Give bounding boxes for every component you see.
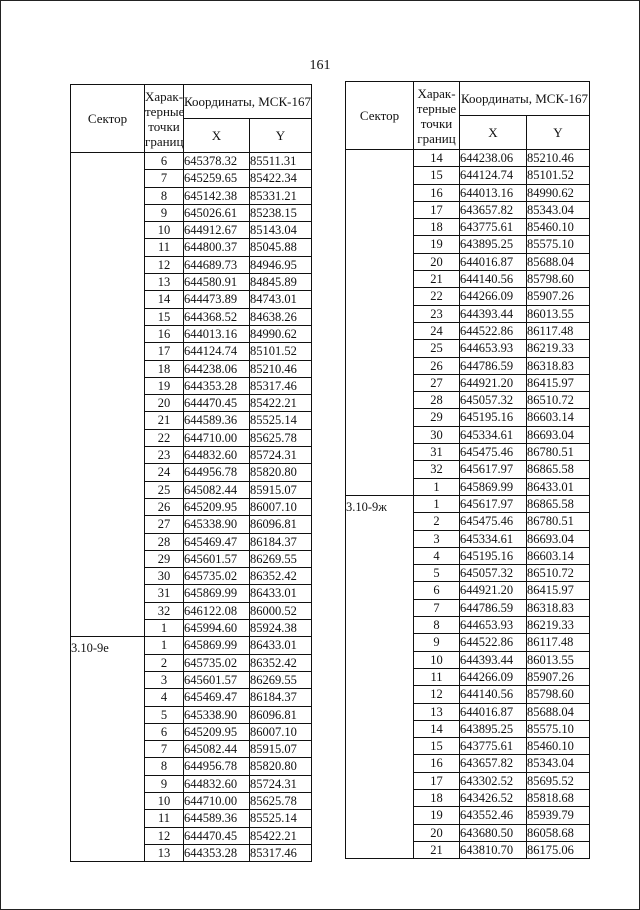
- point-number: 10: [414, 651, 460, 668]
- point-number: 21: [414, 841, 460, 858]
- coordinate-x: 644710.00: [184, 429, 250, 446]
- coordinate-x: 643657.82: [460, 755, 527, 772]
- coordinate-y: 85907.26: [527, 288, 590, 305]
- coordinate-x: 644393.44: [460, 305, 527, 322]
- coordinate-y: 85575.10: [527, 236, 590, 253]
- point-number: 1: [414, 478, 460, 495]
- coordinate-x: 644580.91: [184, 274, 250, 291]
- point-number: 22: [145, 429, 184, 446]
- coordinate-x: 645869.99: [184, 585, 250, 602]
- coordinate-y: 85460.10: [527, 738, 590, 755]
- coordinate-y: 86013.55: [527, 651, 590, 668]
- coordinate-x: 643775.61: [460, 219, 527, 236]
- point-number: 18: [414, 219, 460, 236]
- point-number: 15: [414, 167, 460, 184]
- coordinate-x: 645994.60: [184, 620, 250, 637]
- coordinate-y: 86175.06: [527, 841, 590, 858]
- coordinate-x: 643810.70: [460, 841, 527, 858]
- header-characteristic-points: Харак-терные точки границ: [414, 82, 460, 150]
- coordinate-y: 85045.88: [250, 239, 312, 256]
- point-number: 16: [414, 184, 460, 201]
- coordinate-x: 645469.47: [184, 533, 250, 550]
- point-number: 17: [414, 201, 460, 218]
- coordinate-x: 644653.93: [460, 340, 527, 357]
- coordinate-x: 644473.89: [184, 291, 250, 308]
- coordinate-x: 645334.61: [460, 426, 527, 443]
- coordinate-x: 644956.78: [184, 758, 250, 775]
- coordinate-y: 85525.14: [250, 412, 312, 429]
- point-number: 23: [145, 447, 184, 464]
- coordinate-x: 644140.56: [460, 686, 527, 703]
- coordinate-y: 85143.04: [250, 222, 312, 239]
- coordinate-row: [346, 150, 590, 167]
- coordinate-x: 645601.57: [184, 671, 250, 688]
- coordinate-x: 644238.06: [184, 360, 250, 377]
- point-number: 8: [414, 617, 460, 634]
- point-number: 23: [414, 305, 460, 322]
- coordinate-x: 644124.74: [184, 343, 250, 360]
- coordinate-y: 86096.81: [250, 516, 312, 533]
- coordinate-x: 643426.52: [460, 789, 527, 806]
- coordinate-y: 84845.89: [250, 274, 312, 291]
- sector-cell: [71, 637, 145, 862]
- coordinate-y: 86693.04: [527, 426, 590, 443]
- point-number: 9: [145, 775, 184, 792]
- coordinate-x: 643680.50: [460, 824, 527, 841]
- coordinate-x: 645617.97: [460, 461, 527, 478]
- point-number: 21: [414, 271, 460, 288]
- sector-name: 3.10-9ж: [346, 499, 387, 514]
- coordinate-y: 85101.52: [527, 167, 590, 184]
- coordinate-y: 86415.97: [527, 582, 590, 599]
- coordinate-x: 645195.16: [460, 409, 527, 426]
- coordinate-x: 644393.44: [460, 651, 527, 668]
- coordinate-y: 86318.83: [527, 357, 590, 374]
- coordinate-y: 85818.68: [527, 789, 590, 806]
- coordinate-y: 86865.58: [527, 495, 590, 512]
- coordinate-y: 86865.58: [527, 461, 590, 478]
- coordinate-row: [71, 153, 312, 170]
- coordinate-y: 86269.55: [250, 550, 312, 567]
- coordinate-x: 644589.36: [184, 810, 250, 827]
- coordinate-y: 85798.60: [527, 271, 590, 288]
- point-number: 9: [414, 634, 460, 651]
- point-number: 16: [414, 755, 460, 772]
- coordinate-y: 86007.10: [250, 498, 312, 515]
- point-number: 16: [145, 325, 184, 342]
- point-number: 17: [414, 772, 460, 789]
- coordinate-y: 85820.80: [250, 464, 312, 481]
- point-number: 1: [145, 637, 184, 654]
- point-number: 1: [414, 495, 460, 512]
- coordinate-x: 644013.16: [184, 325, 250, 342]
- coordinate-y: 86603.14: [527, 409, 590, 426]
- coordinate-y: 85460.10: [527, 219, 590, 236]
- coordinate-y: 85422.21: [250, 395, 312, 412]
- coordinate-y: 86219.33: [527, 340, 590, 357]
- sector-cell: [346, 150, 414, 496]
- header-y: Y: [527, 116, 590, 150]
- coordinate-y: 85688.04: [527, 703, 590, 720]
- coordinate-y: 85939.79: [527, 807, 590, 824]
- header-x: X: [184, 119, 250, 153]
- coordinate-x: 644786.59: [460, 599, 527, 616]
- point-number: 19: [414, 807, 460, 824]
- coordinate-y: 85625.78: [250, 792, 312, 809]
- point-number: 5: [145, 706, 184, 723]
- point-number: 11: [145, 810, 184, 827]
- point-number: 26: [145, 498, 184, 515]
- point-number: 15: [145, 308, 184, 325]
- coordinate-y: 85724.31: [250, 775, 312, 792]
- coordinate-y: 85724.31: [250, 447, 312, 464]
- coordinate-row: [71, 637, 312, 654]
- point-number: 14: [145, 291, 184, 308]
- point-number: 27: [145, 516, 184, 533]
- coordinate-y: 86007.10: [250, 723, 312, 740]
- coordinate-y: 86117.48: [527, 634, 590, 651]
- point-number: 30: [145, 568, 184, 585]
- coordinate-x: 644266.09: [460, 288, 527, 305]
- coordinate-y: 84990.62: [250, 325, 312, 342]
- coordinate-row: [346, 495, 590, 512]
- coordinate-x: 645209.95: [184, 498, 250, 515]
- coordinate-x: 644522.86: [460, 322, 527, 339]
- point-number: 3: [145, 671, 184, 688]
- point-number: 17: [145, 343, 184, 360]
- coordinate-y: 86352.42: [250, 654, 312, 671]
- coordinate-x: 646122.08: [184, 602, 250, 619]
- coordinate-y: 85625.78: [250, 429, 312, 446]
- coordinate-y: 85907.26: [527, 668, 590, 685]
- point-number: 20: [414, 824, 460, 841]
- coordinate-x: 643302.52: [460, 772, 527, 789]
- coordinate-x: 644353.28: [184, 844, 250, 861]
- point-number: 8: [145, 758, 184, 775]
- coordinate-y: 85525.14: [250, 810, 312, 827]
- coordinate-x: 645209.95: [184, 723, 250, 740]
- coordinate-y: 86603.14: [527, 547, 590, 564]
- point-number: 19: [414, 236, 460, 253]
- coordinate-x: 644589.36: [184, 412, 250, 429]
- point-number: 18: [145, 360, 184, 377]
- coordinate-y: 85343.04: [527, 755, 590, 772]
- coordinate-x: 643552.46: [460, 807, 527, 824]
- coordinate-x: 645057.32: [460, 392, 527, 409]
- coordinate-y: 86219.33: [527, 617, 590, 634]
- coordinate-x: 643895.25: [460, 720, 527, 737]
- point-number: 11: [145, 239, 184, 256]
- coordinate-y: 86780.51: [527, 444, 590, 461]
- point-number: 13: [145, 844, 184, 861]
- coordinate-x: 644921.20: [460, 582, 527, 599]
- coordinate-x: 644653.93: [460, 617, 527, 634]
- sector-cell: [346, 495, 414, 858]
- point-number: 29: [414, 409, 460, 426]
- point-number: 2: [414, 513, 460, 530]
- point-number: 32: [414, 461, 460, 478]
- point-number: 10: [145, 222, 184, 239]
- coordinate-x: 644013.16: [460, 184, 527, 201]
- coordinate-y: 86510.72: [527, 392, 590, 409]
- sector-cell: [71, 153, 145, 637]
- point-number: 21: [145, 412, 184, 429]
- point-number: 25: [414, 340, 460, 357]
- point-number: 5: [414, 565, 460, 582]
- coordinate-x: 645338.90: [184, 516, 250, 533]
- coordinate-y: 86184.37: [250, 689, 312, 706]
- point-number: 22: [414, 288, 460, 305]
- coordinate-y: 86058.68: [527, 824, 590, 841]
- coordinate-y: 84946.95: [250, 256, 312, 273]
- coordinate-x: 645869.99: [460, 478, 527, 495]
- coordinate-y: 86096.81: [250, 706, 312, 723]
- header-sector: Сектор: [71, 85, 145, 153]
- coordinate-y: 86415.97: [527, 374, 590, 391]
- point-number: 7: [145, 170, 184, 187]
- header-characteristic-points: Харак-терные точки границ: [145, 85, 184, 153]
- point-number: 13: [414, 703, 460, 720]
- coordinate-x: 644832.60: [184, 775, 250, 792]
- coordinate-y: 86352.42: [250, 568, 312, 585]
- point-number: 12: [145, 256, 184, 273]
- coordinate-y: 84743.01: [250, 291, 312, 308]
- point-number: 4: [145, 689, 184, 706]
- coordinate-y: 85210.46: [250, 360, 312, 377]
- coordinate-x: 644266.09: [460, 668, 527, 685]
- coordinate-x: 645475.46: [460, 513, 527, 530]
- header-coordinates: Координаты, МСК-167: [184, 85, 312, 119]
- coordinate-x: 645057.32: [460, 565, 527, 582]
- point-number: 14: [414, 150, 460, 167]
- coordinate-x: 645735.02: [184, 654, 250, 671]
- header-coordinates: Координаты, МСК-167: [460, 82, 590, 116]
- point-number: 10: [145, 792, 184, 809]
- coordinate-y: 85422.34: [250, 170, 312, 187]
- coordinate-x: 644124.74: [460, 167, 527, 184]
- point-number: 32: [145, 602, 184, 619]
- coordinate-x: 645869.99: [184, 637, 250, 654]
- coordinate-x: 643775.61: [460, 738, 527, 755]
- coordinate-x: 644912.67: [184, 222, 250, 239]
- point-number: 4: [414, 547, 460, 564]
- sector-name: [346, 150, 413, 152]
- point-number: 1: [145, 620, 184, 637]
- coordinate-y: 86000.52: [250, 602, 312, 619]
- coordinate-x: 645617.97: [460, 495, 527, 512]
- coordinate-y: 85820.80: [250, 758, 312, 775]
- sector-name: 3.10-9е: [71, 641, 109, 656]
- coordinate-y: 86013.55: [527, 305, 590, 322]
- point-number: 31: [414, 444, 460, 461]
- point-number: 7: [414, 599, 460, 616]
- coordinate-x: 644470.45: [184, 395, 250, 412]
- point-number: 2: [145, 654, 184, 671]
- coordinate-x: 644832.60: [184, 447, 250, 464]
- header-sector: Сектор: [346, 82, 414, 150]
- coordinate-y: 85343.04: [527, 201, 590, 218]
- coordinate-x: 645026.61: [184, 204, 250, 221]
- point-number: 28: [414, 392, 460, 409]
- point-number: 27: [414, 374, 460, 391]
- sector-name: [71, 153, 144, 155]
- page-number: 161: [309, 58, 331, 73]
- coordinate-x: 644710.00: [184, 792, 250, 809]
- coordinate-x: 644140.56: [460, 271, 527, 288]
- point-number: 25: [145, 481, 184, 498]
- point-number: 12: [414, 686, 460, 703]
- point-number: 9: [145, 204, 184, 221]
- coordinate-y: 85688.04: [527, 253, 590, 270]
- coordinate-y: 85422.21: [250, 827, 312, 844]
- coordinate-y: 85511.31: [250, 153, 312, 170]
- point-number: 20: [145, 395, 184, 412]
- point-number: 30: [414, 426, 460, 443]
- coordinate-y: 85924.38: [250, 620, 312, 637]
- coordinates-table-right: [345, 81, 590, 859]
- coordinate-x: 644353.28: [184, 377, 250, 394]
- coordinate-y: 86318.83: [527, 599, 590, 616]
- coordinate-x: 643895.25: [460, 236, 527, 253]
- coordinate-x: 645378.32: [184, 153, 250, 170]
- coordinate-x: 644238.06: [460, 150, 527, 167]
- point-number: 7: [145, 741, 184, 758]
- coordinate-x: 645259.65: [184, 170, 250, 187]
- coordinate-x: 645082.44: [184, 481, 250, 498]
- coordinate-x: 643657.82: [460, 201, 527, 218]
- coordinate-y: 86184.37: [250, 533, 312, 550]
- point-number: 11: [414, 668, 460, 685]
- point-number: 18: [414, 789, 460, 806]
- coordinate-y: 85695.52: [527, 772, 590, 789]
- point-number: 19: [145, 377, 184, 394]
- coordinate-y: 85798.60: [527, 686, 590, 703]
- coordinate-y: 85317.46: [250, 844, 312, 861]
- coordinate-x: 645469.47: [184, 689, 250, 706]
- coordinate-x: 645142.38: [184, 187, 250, 204]
- point-number: 6: [145, 723, 184, 740]
- coordinate-x: 644689.73: [184, 256, 250, 273]
- point-number: 31: [145, 585, 184, 602]
- coordinate-x: 645338.90: [184, 706, 250, 723]
- coordinate-y: 86433.01: [527, 478, 590, 495]
- coordinate-x: 644921.20: [460, 374, 527, 391]
- coordinate-x: 644956.78: [184, 464, 250, 481]
- point-number: 13: [145, 274, 184, 291]
- coordinate-x: 645195.16: [460, 547, 527, 564]
- coordinate-y: 85101.52: [250, 343, 312, 360]
- coordinate-y: 86117.48: [527, 322, 590, 339]
- coordinate-x: 645475.46: [460, 444, 527, 461]
- point-number: 28: [145, 533, 184, 550]
- point-number: 6: [145, 153, 184, 170]
- coordinate-x: 644016.87: [460, 253, 527, 270]
- coordinate-y: 85915.07: [250, 481, 312, 498]
- coordinate-y: 85317.46: [250, 377, 312, 394]
- coordinate-y: 86269.55: [250, 671, 312, 688]
- coordinate-y: 86780.51: [527, 513, 590, 530]
- point-number: 24: [145, 464, 184, 481]
- coordinate-x: 644800.37: [184, 239, 250, 256]
- coordinate-x: 645601.57: [184, 550, 250, 567]
- coordinate-x: 644470.45: [184, 827, 250, 844]
- point-number: 3: [414, 530, 460, 547]
- coordinate-y: 86433.01: [250, 637, 312, 654]
- coordinate-x: 644786.59: [460, 357, 527, 374]
- header-y: Y: [250, 119, 312, 153]
- point-number: 8: [145, 187, 184, 204]
- coordinate-y: 86433.01: [250, 585, 312, 602]
- coordinate-x: 645735.02: [184, 568, 250, 585]
- coordinate-x: 644522.86: [460, 634, 527, 651]
- point-number: 26: [414, 357, 460, 374]
- point-number: 29: [145, 550, 184, 567]
- coordinate-y: 86693.04: [527, 530, 590, 547]
- point-number: 24: [414, 322, 460, 339]
- coordinates-table-left: [70, 84, 312, 862]
- coordinate-y: 84638.26: [250, 308, 312, 325]
- coordinate-x: 645334.61: [460, 530, 527, 547]
- point-number: 15: [414, 738, 460, 755]
- coordinate-y: 84990.62: [527, 184, 590, 201]
- point-number: 12: [145, 827, 184, 844]
- coordinate-y: 85210.46: [527, 150, 590, 167]
- coordinate-y: 85331.21: [250, 187, 312, 204]
- coordinate-y: 85575.10: [527, 720, 590, 737]
- point-number: 6: [414, 582, 460, 599]
- coordinate-x: 644368.52: [184, 308, 250, 325]
- header-x: X: [460, 116, 527, 150]
- coordinate-y: 85238.15: [250, 204, 312, 221]
- coordinate-x: 645082.44: [184, 741, 250, 758]
- coordinate-y: 86510.72: [527, 565, 590, 582]
- coordinate-x: 644016.87: [460, 703, 527, 720]
- coordinate-y: 85915.07: [250, 741, 312, 758]
- point-number: 20: [414, 253, 460, 270]
- point-number: 14: [414, 720, 460, 737]
